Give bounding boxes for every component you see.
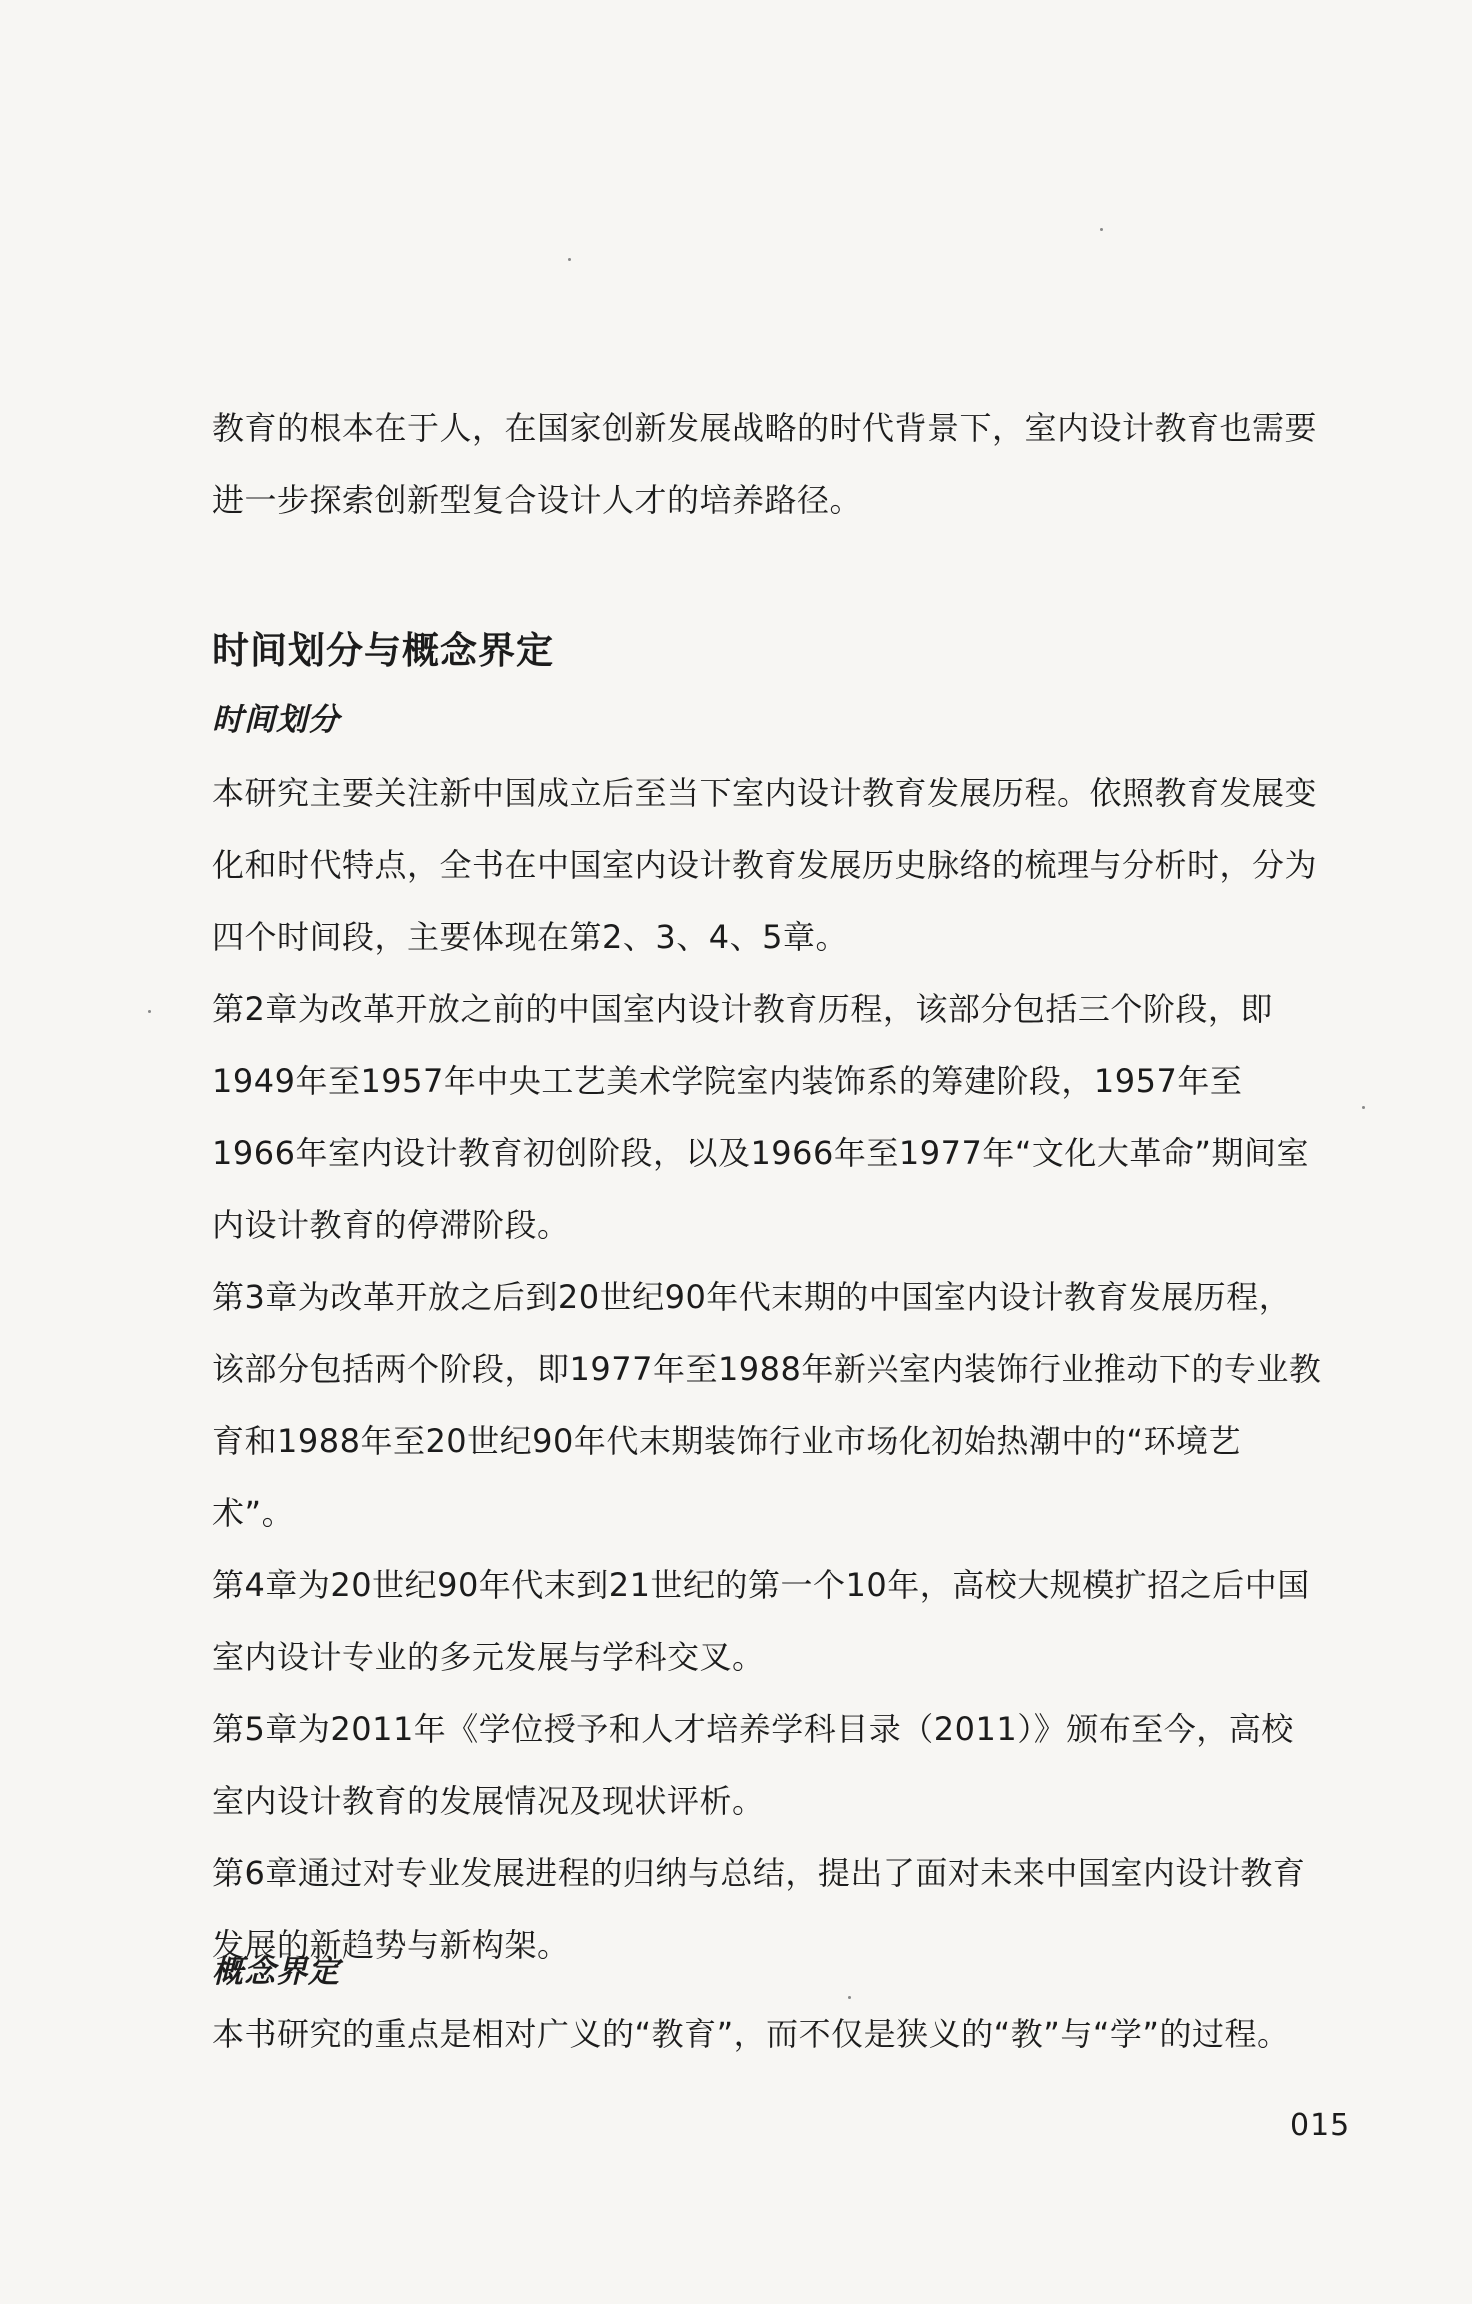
time-division-heading: 时间划分: [212, 702, 340, 738]
chapter-3-paragraph: 第3章为改革开放之后到20世纪90年代末期的中国室内设计教育发展历程，该部分包括两个阶段，即1977年至1988年新兴室内装饰行业推动下的专业教育和1988年至20世纪90年代末期装饰行业市场化初始热潮中的“环境艺术”。: [212, 1278, 1322, 1532]
chapter-5-paragraph: 第5章为2011年《学位授予和人才培养学科目录（2011）》颁布至今，高校室内设计教育的发展情况及现状评析。: [212, 1710, 1294, 1820]
section-heading: 时间划分与概念界定: [212, 629, 554, 672]
chapter-4-paragraph: 第4章为20世纪90年代末到21世纪的第一个10年，高校大规模扩招之后中国室内设计专业的多元发展与学科交叉。: [212, 1566, 1310, 1676]
chapter-2-paragraph: 第2章为改革开放之前的中国室内设计教育历程，该部分包括三个阶段，即1949年至1957年中央工艺美术学院室内装饰系的筹建阶段，1957年至1966年室内设计教育初创阶段，以及1966年至1977年“文化大革命”期间室内设计教育的停滞阶段。: [212, 990, 1309, 1244]
concept-definition-paragraph: 本书研究的重点是相对广义的“教育”，而不仅是狭义的“教”与“学”的过程。: [212, 2015, 1290, 2053]
scan-speck: [1100, 228, 1103, 231]
intro-paragraph: 教育的根本在于人，在国家创新发展战略的时代背景下，室内设计教育也需要进一步探索创新型复合设计人才的培养路径。: [212, 409, 1318, 519]
scan-speck: [1362, 1106, 1365, 1109]
time-division-body: [212, 757, 1322, 1981]
scan-speck: [568, 258, 571, 261]
scan-speck: [148, 1010, 151, 1013]
chapter-6-paragraph: 第6章通过对专业发展进程的归纳与总结，提出了面对未来中国室内设计教育发展的新趋势与新构架。: [212, 1854, 1306, 1964]
page-number: 015: [1290, 2108, 1351, 2143]
time-division-paragraph: 本研究主要关注新中国成立后至当下室内设计教育发展历程。依照教育发展变化和时代特点，全书在中国室内设计教育发展历史脉络的梳理与分析时，分为四个时间段，主要体现在第2、3、4、5章。: [212, 774, 1318, 956]
concept-definition-heading: 概念界定: [212, 1954, 340, 1990]
